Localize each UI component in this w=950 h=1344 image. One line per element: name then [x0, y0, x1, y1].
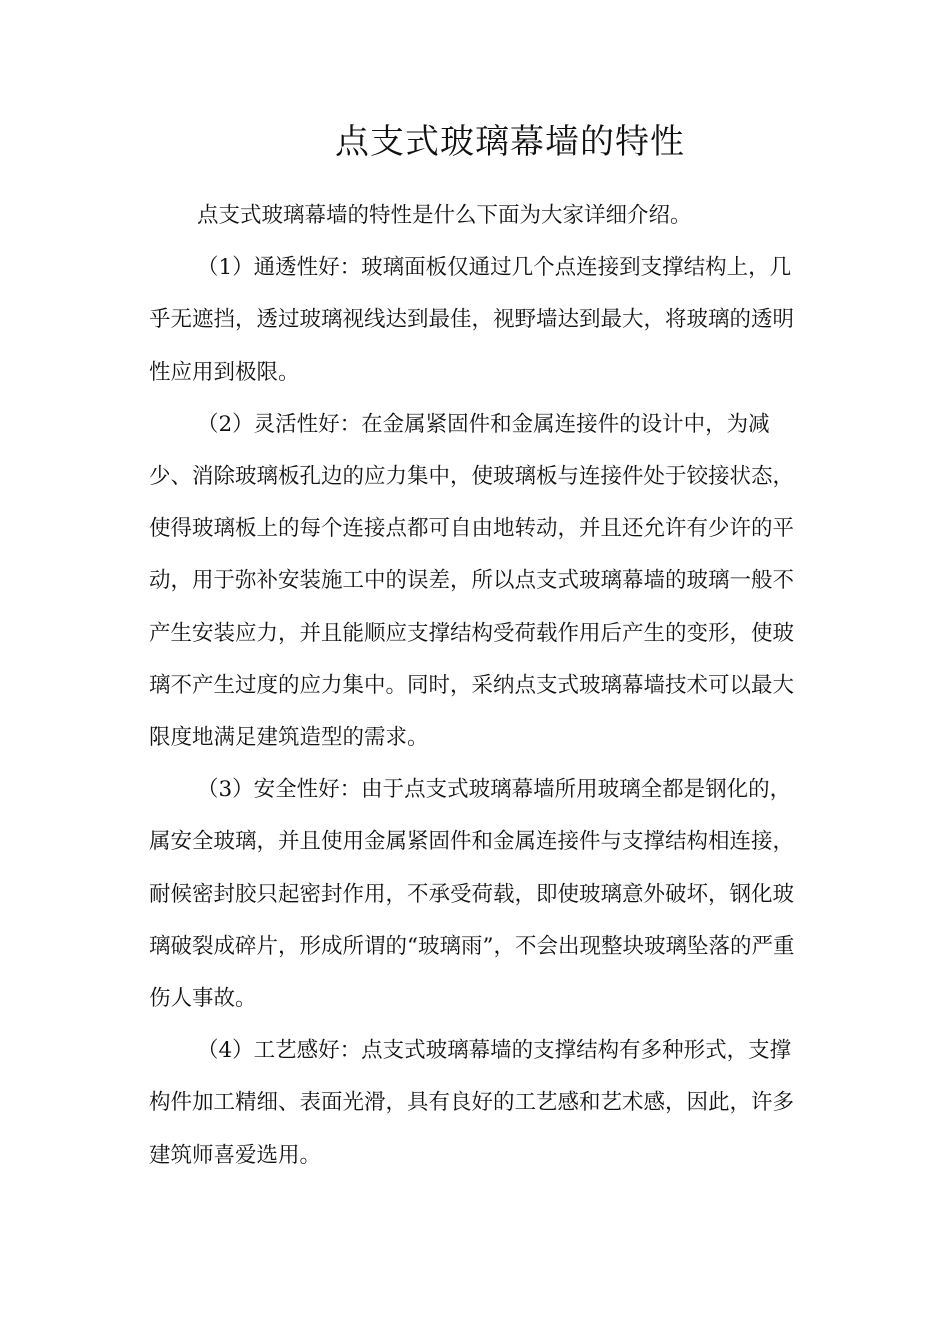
- paragraph-flexibility: （2）灵活性好：在金属紧固件和金属连接件的设计中，为减少、消除玻璃板孔边的应力集中，使玻璃板与连接件处于铰接状态，使得玻璃板上的每个连接点都可自由地转动，并且还允许有少许的平动，用于弥补安装施工中的误差，所以点支式玻璃幕墙的玻璃一般不产生安装应力，并且能顺应支撑结构受荷载作用后产生的变形，使玻璃不产生过度的应力集中。同时，采纳点支式玻璃幕墙技术可以最大限度地满足建筑造型的需求。: [149, 411, 795, 751]
- document-body: [149, 190, 799, 1182]
- paragraph-transparency: （1）通透性好：玻璃面板仅通过几个点连接到支撑结构上，几乎无遮挡，透过玻璃视线达到最佳，视野墙达到最大，将玻璃的透明性应用到极限。: [149, 255, 795, 385]
- paragraph-craftsmanship: （4）工艺感好：点支式玻璃幕墙的支撑结构有多种形式，支撑构件加工精细、表面光滑，具有良好的工艺感和艺术感，因此，许多建筑师喜爱选用。: [149, 1038, 795, 1168]
- intro-paragraph: 点支式玻璃幕墙的特性是什么下面为大家详细介绍。: [197, 203, 692, 228]
- document-title: 点支式玻璃幕墙的特性: [335, 122, 685, 162]
- paragraph-safety: （3）安全性好：由于点支式玻璃幕墙所用玻璃全都是钢化的，属安全玻璃，并且使用金属紧固件和金属连接件与支撑结构相连接，耐候密封胶只起密封作用，不承受荷载，即使玻璃意外破坏，钢化玻璃破裂成碎片，形成所谓的“玻璃雨”，不会出现整块玻璃坠落的严重伤人事故。: [149, 777, 795, 1012]
